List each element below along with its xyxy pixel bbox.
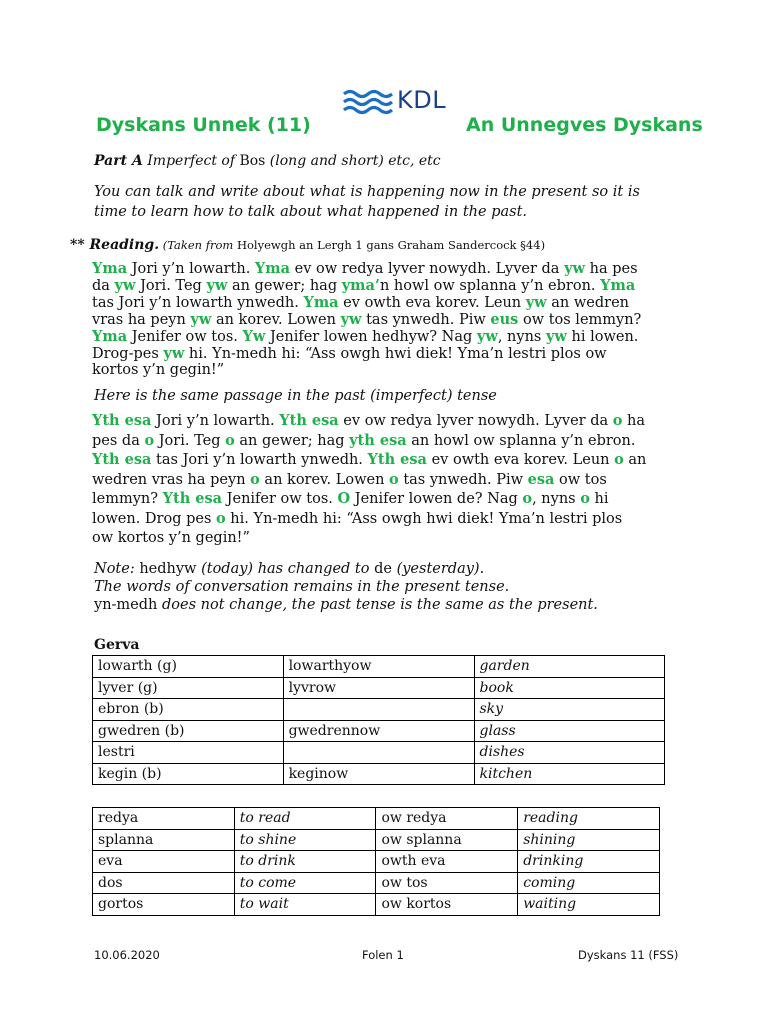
- verbs-table: [92, 807, 660, 916]
- passage-text: an korev. Lowen: [211, 312, 341, 328]
- highlighted-verb: Yma: [92, 328, 128, 345]
- note-line-2: The words of conversation remains in the present tense.: [94, 579, 510, 595]
- passage-text: Jenifer lowen de? Nag: [350, 491, 523, 508]
- table-cell: to wait: [234, 894, 376, 916]
- present-passage-line: [92, 294, 641, 311]
- passage-text: an wedren: [546, 295, 629, 311]
- highlighted-verb: o: [144, 431, 155, 449]
- table-cell: glass: [474, 720, 665, 742]
- table-cell: gortos: [93, 894, 235, 916]
- table-cell: ow kortos: [376, 894, 518, 916]
- note-line-3: [94, 596, 598, 614]
- table-row: [93, 808, 660, 830]
- table-cell: lestri: [93, 742, 284, 764]
- highlighted-verb: Yth esa: [162, 490, 223, 508]
- table-cell: to drink: [234, 851, 376, 873]
- passage-text: Jenifer lowen hedhyw? Nag: [265, 329, 477, 345]
- table-row: [93, 894, 660, 916]
- table-cell: ebron (b): [93, 699, 284, 721]
- highlighted-verb: eus: [490, 311, 519, 328]
- reading-line: [70, 236, 545, 254]
- highlighted-verb: Yw: [242, 328, 266, 345]
- gerva-table: [92, 655, 665, 785]
- present-passage-line: [92, 328, 641, 345]
- highlighted-verb: Yma: [303, 294, 339, 311]
- present-passage-line: [92, 260, 641, 277]
- past-passage-line: [92, 411, 646, 431]
- passage-text: Jenifer ow tos.: [127, 329, 243, 345]
- table-cell: splanna: [93, 829, 235, 851]
- table-cell: lowarthyow: [283, 656, 474, 678]
- reading-stars: **: [70, 237, 90, 253]
- highlighted-verb: Yma: [254, 260, 291, 277]
- note-1b: hedhyw: [139, 561, 197, 577]
- table-cell: gwedrennow: [283, 720, 474, 742]
- passage-text: tas ynwedh. Piw: [398, 471, 528, 488]
- table-cell: waiting: [518, 894, 660, 916]
- passage-text: , nyns: [497, 329, 546, 345]
- highlighted-verb: Yth esa: [92, 451, 152, 469]
- part-a-label: Part A: [94, 153, 143, 169]
- highlighted-verb: yw: [564, 260, 585, 277]
- past-passage: [92, 411, 646, 548]
- footer-page: Folen 1: [362, 948, 404, 962]
- reading-source-1: (Taken from: [159, 238, 237, 252]
- table-cell: lyver (g): [93, 677, 284, 699]
- passage-text: lowen. Drog pes: [92, 510, 217, 527]
- highlighted-verb: yw: [163, 345, 185, 362]
- table-row: [93, 851, 660, 873]
- highlighted-verb: o: [250, 470, 260, 488]
- passage-text: vras ha peyn: [92, 312, 191, 328]
- past-passage-line: [92, 489, 646, 509]
- highlighted-verb: esa: [527, 470, 555, 488]
- highlighted-verb: Yth esa: [92, 412, 152, 429]
- passage-text: ha: [622, 413, 646, 429]
- passage-text: an korev. Lowen: [259, 471, 390, 488]
- gerva-heading: Gerva: [94, 637, 140, 653]
- title-left: Dyskans Unnek (11): [96, 114, 311, 136]
- past-passage-line: [92, 450, 646, 470]
- highlighted-verb: o: [216, 509, 226, 527]
- note-1d: de: [374, 561, 392, 577]
- passage-text: wedren vras ha peyn: [92, 471, 251, 488]
- reading-source-2: Holyewgh an Lergh 1 gans Graham Sandercock §44): [236, 238, 546, 252]
- passage-text: hi: [589, 491, 609, 508]
- passage-text: ow kortos y’n gegin!”: [92, 529, 250, 546]
- reading-label: Reading.: [89, 237, 160, 253]
- highlighted-verb: yw: [476, 328, 498, 345]
- wave-logo-icon: [342, 88, 394, 116]
- table-cell: redya: [93, 808, 235, 830]
- table-cell: reading: [518, 808, 660, 830]
- passage-text: an: [623, 452, 647, 469]
- table-row: [93, 656, 665, 678]
- passage-text: ev ow redya lyver nowydh. Lyver da: [290, 261, 565, 277]
- kdl-logo: [342, 86, 452, 116]
- passage-text: hi. Yn-medh hi: “Ass owgh hwi diek! Yma’n lestri plos ow: [184, 346, 607, 362]
- table-row: [93, 829, 660, 851]
- past-passage-line: [92, 470, 646, 490]
- note-1c: (today) has changed to: [196, 561, 375, 577]
- highlighted-verb: O: [337, 490, 351, 508]
- past-intro: Here is the same passage in the past (imperfect) tense: [94, 388, 497, 404]
- table-cell: kegin (b): [93, 763, 284, 785]
- highlighted-verb: o: [612, 412, 623, 429]
- table-cell: book: [474, 677, 665, 699]
- passage-text: tas Jori y’n lowarth ynwedh.: [92, 295, 304, 311]
- table-cell: to read: [234, 808, 376, 830]
- part-a-text-3: (long and short) etc, etc: [265, 153, 441, 169]
- table-cell: ow redya: [376, 808, 518, 830]
- table-row: [93, 763, 665, 785]
- highlighted-verb: Yma: [92, 260, 128, 277]
- passage-text: pes da: [92, 432, 145, 449]
- passage-text: Drog-pes: [92, 346, 164, 362]
- past-passage-line: [92, 529, 646, 549]
- table-cell: lyvrow: [283, 677, 474, 699]
- note-line-1: [94, 560, 484, 578]
- table-row: [93, 720, 665, 742]
- table-cell: [283, 699, 474, 721]
- present-passage-line: [92, 311, 641, 328]
- table-cell: owth eva: [376, 851, 518, 873]
- table-cell: coming: [518, 872, 660, 894]
- table-cell: eva: [93, 851, 235, 873]
- part-a-text-2: Bos: [239, 153, 266, 169]
- table-cell: gwedren (b): [93, 720, 284, 742]
- passage-text: Jenifer ow tos.: [222, 491, 338, 508]
- note-3a: yn-medh: [94, 597, 158, 613]
- highlighted-verb: o: [522, 490, 533, 508]
- footer-doc: Dyskans 11 (FSS): [578, 948, 679, 962]
- passage-text: lemmyn?: [92, 491, 163, 508]
- highlighted-verb: yw: [114, 277, 136, 294]
- highlighted-verb: yma’: [341, 277, 380, 294]
- highlighted-verb: yth esa: [349, 431, 407, 449]
- note-1e: (yesterday).: [391, 561, 485, 577]
- table-cell: ow splanna: [376, 829, 518, 851]
- note-1a: Note:: [94, 561, 140, 577]
- present-passage-line: [92, 362, 641, 379]
- table-cell: drinking: [518, 851, 660, 873]
- present-passage: [92, 260, 641, 379]
- highlighted-verb: Yth esa: [279, 412, 339, 429]
- past-passage-line: [92, 431, 646, 451]
- table-cell: to shine: [234, 829, 376, 851]
- past-passage-line: [92, 509, 646, 529]
- highlighted-verb: o: [614, 451, 624, 469]
- passage-text: hi. Yn-medh hi: “Ass owgh hwi diek! Yma’n lestri plos: [225, 510, 623, 527]
- logo-text: KDL: [397, 86, 447, 114]
- table-cell: dos: [93, 872, 235, 894]
- passage-text: Jori y’n lowarth.: [127, 261, 255, 277]
- table-cell: shining: [518, 829, 660, 851]
- table-row: [93, 677, 665, 699]
- table-cell: [283, 742, 474, 764]
- table-cell: dishes: [474, 742, 665, 764]
- passage-text: ow tos lemmyn?: [518, 312, 642, 328]
- note-3b: does not change, the past tense is the same as the present.: [157, 597, 598, 613]
- passage-text: ha pes: [585, 261, 638, 277]
- table-row: [93, 872, 660, 894]
- present-passage-line: [92, 277, 641, 294]
- table-cell: keginow: [283, 763, 474, 785]
- present-passage-line: [92, 345, 641, 362]
- passage-text: tas ynwedh. Piw: [361, 312, 491, 328]
- passage-text: an gewer; hag: [234, 432, 350, 449]
- passage-text: ow tos: [554, 471, 607, 488]
- passage-text: , nyns: [532, 491, 581, 508]
- title-right: An Unnegves Dyskans: [466, 114, 703, 136]
- passage-text: ev ow redya lyver nowydh. Lyver da: [338, 413, 613, 429]
- highlighted-verb: o: [225, 431, 235, 449]
- table-row: [93, 742, 665, 764]
- highlighted-verb: Yth esa: [367, 451, 427, 469]
- intro-line-2: time to learn how to talk about what happened in the past.: [94, 204, 528, 220]
- passage-text: ev owth eva korev. Leun: [426, 452, 615, 469]
- passage-text: Jori. Teg: [154, 432, 226, 449]
- highlighted-verb: o: [580, 490, 590, 508]
- part-a-text-1: Imperfect of: [142, 153, 240, 169]
- table-cell: lowarth (g): [93, 656, 284, 678]
- highlighted-verb: yw: [525, 294, 547, 311]
- highlighted-verb: yw: [190, 311, 212, 328]
- passage-text: Jori. Teg: [135, 278, 207, 294]
- passage-text: hi lowen.: [566, 329, 639, 345]
- intro-line-1: You can talk and write about what is happening now in the present so it is: [94, 184, 640, 200]
- highlighted-verb: yw: [545, 328, 567, 345]
- highlighted-verb: yw: [340, 311, 362, 328]
- table-cell: sky: [474, 699, 665, 721]
- highlighted-verb: o: [389, 470, 399, 488]
- passage-text: an howl ow splanna y’n ebron.: [406, 432, 636, 449]
- highlighted-verb: Yma: [600, 277, 636, 294]
- table-cell: to come: [234, 872, 376, 894]
- passage-text: Jori y’n lowarth.: [151, 413, 280, 429]
- table-cell: kitchen: [474, 763, 665, 785]
- table-cell: ow tos: [376, 872, 518, 894]
- passage-text: an gewer; hag: [227, 278, 342, 294]
- passage-text: da: [92, 278, 115, 294]
- table-cell: garden: [474, 656, 665, 678]
- part-a-line: [94, 152, 441, 170]
- passage-text: ev owth eva korev. Leun: [338, 295, 526, 311]
- highlighted-verb: yw: [206, 277, 228, 294]
- passage-text: kortos y’n gegin!”: [92, 362, 225, 378]
- footer-date: 10.06.2020: [94, 948, 160, 962]
- passage-text: tas Jori y’n lowarth ynwedh.: [151, 452, 368, 469]
- passage-text: n howl ow splanna y’n ebron.: [379, 278, 601, 294]
- table-row: [93, 699, 665, 721]
